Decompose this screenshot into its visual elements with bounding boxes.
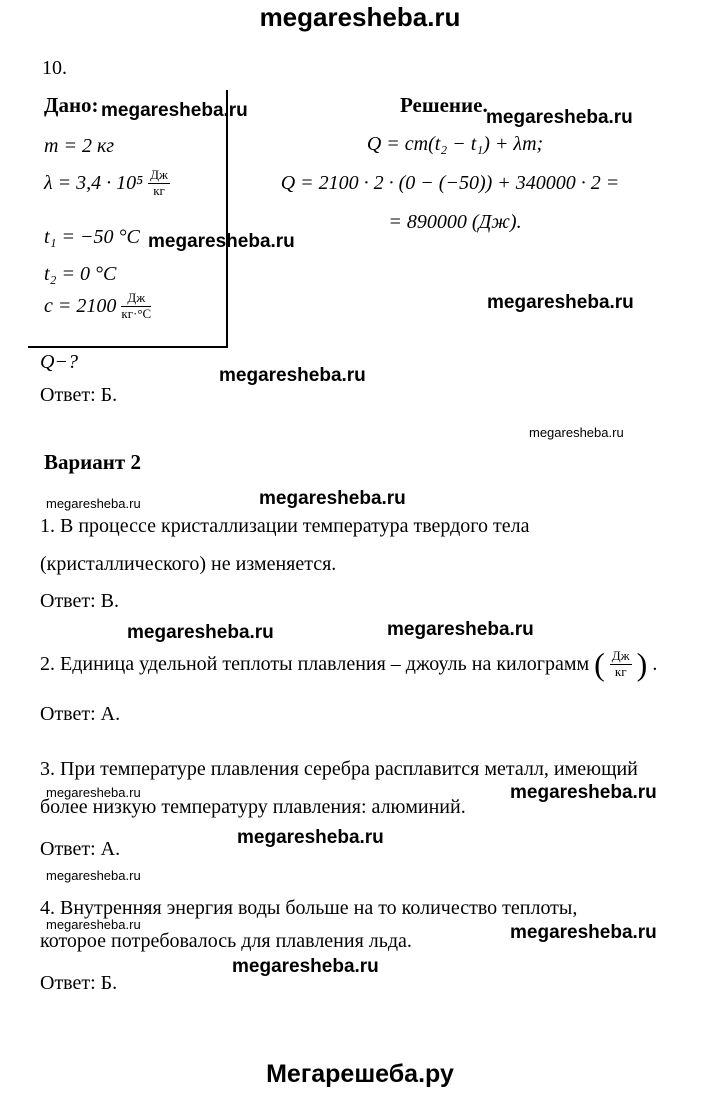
item3-line1: 3. При температуре плавления серебра расплавится металл, имеющий <box>40 758 638 780</box>
watermark: megaresheba.ru <box>127 622 274 643</box>
lambda-unit-fraction <box>148 168 170 199</box>
item1-line2: (кристаллического) не изменяется. <box>40 553 337 575</box>
given-find-divider <box>28 346 226 348</box>
watermark: megaresheba.ru <box>46 868 141 883</box>
find-line: Q−? <box>40 351 78 373</box>
watermark: megaresheba.ru <box>232 956 379 977</box>
item3-answer: Ответ: А. <box>40 838 121 860</box>
fraction-denominator: кг <box>614 663 627 679</box>
item1-answer: Ответ: В. <box>40 590 120 612</box>
watermark: megaresheba.ru <box>237 827 384 848</box>
fraction-denominator: кг·°C <box>121 305 152 321</box>
solution-line-2: Q = 2100 · 2 · (0 − (−50)) + 340000 · 2 = <box>280 172 620 194</box>
item4-line2: которое потребовалось для плавления льда. <box>40 930 412 952</box>
given-line-lambda <box>44 168 170 199</box>
item3-line2: более низкую температуру плавления: алюминий. <box>40 796 466 818</box>
watermark: megaresheba.ru <box>148 231 295 252</box>
fraction-numerator: Дж <box>611 647 630 663</box>
fraction-numerator: Дж <box>150 167 168 182</box>
item2-unit-fraction <box>610 649 632 680</box>
given-line-t2: t₂ = 0 °C <box>44 263 117 285</box>
watermark: megaresheba.ru <box>487 292 634 313</box>
item4-answer: Ответ: Б. <box>40 972 118 994</box>
open-paren: ( <box>594 646 605 682</box>
given-lambda-main: λ = 3,4 · 10⁵ <box>44 171 144 194</box>
watermark: megaresheba.ru <box>219 365 366 386</box>
variant-title: Вариант 2 <box>44 450 141 474</box>
item2-line <box>40 648 657 680</box>
watermark: megaresheba.ru <box>46 785 141 800</box>
given-line-c <box>44 291 151 322</box>
solution-label: Решение. <box>400 93 488 117</box>
watermark: megaresheba.ru <box>259 488 406 509</box>
item2-text: 2. Единица удельной теплоты плавления – джоуль на килограмм <box>40 652 590 675</box>
c-unit-fraction <box>121 291 151 322</box>
solution-line-1: Q = cm(t₂ − t₁) + λm; <box>366 133 544 155</box>
item2-answer: Ответ: А. <box>40 703 121 725</box>
watermark: megaresheba.ru <box>387 619 534 640</box>
problem-answer: Ответ: Б. <box>40 384 118 406</box>
problem-number: 10. <box>42 57 67 79</box>
item2-period: . <box>652 652 658 675</box>
header-watermark: megaresheba.ru <box>259 2 461 32</box>
item4-line1: 4. Внутренняя энергия воды больше на то количество теплоты, <box>40 897 578 919</box>
watermark: megaresheba.ru <box>46 496 141 511</box>
watermark: megaresheba.ru <box>510 922 657 943</box>
footer-brand: Мегарешеба.ру <box>266 1060 454 1088</box>
given-line-mass: m = 2 кг <box>44 135 115 157</box>
fraction-denominator: кг <box>153 182 165 198</box>
watermark: megaresheba.ru <box>101 100 248 121</box>
given-line-t1: t₁ = −50 °C <box>44 226 140 248</box>
watermark: megaresheba.ru <box>46 917 141 932</box>
given-label: Дано: <box>44 93 99 117</box>
item1-line1: 1. В процессе кристаллизации температура твердого тела <box>40 515 530 537</box>
given-c-main: c = 2100 <box>44 294 117 317</box>
watermark: megaresheba.ru <box>486 107 633 128</box>
solution-line-3: = 890000 (Дж). <box>388 211 522 233</box>
fraction-numerator: Дж <box>121 291 151 307</box>
watermark: megaresheba.ru <box>529 425 624 440</box>
given-solution-divider <box>226 90 228 348</box>
close-paren: ) <box>636 646 648 682</box>
watermark: megaresheba.ru <box>510 782 657 803</box>
